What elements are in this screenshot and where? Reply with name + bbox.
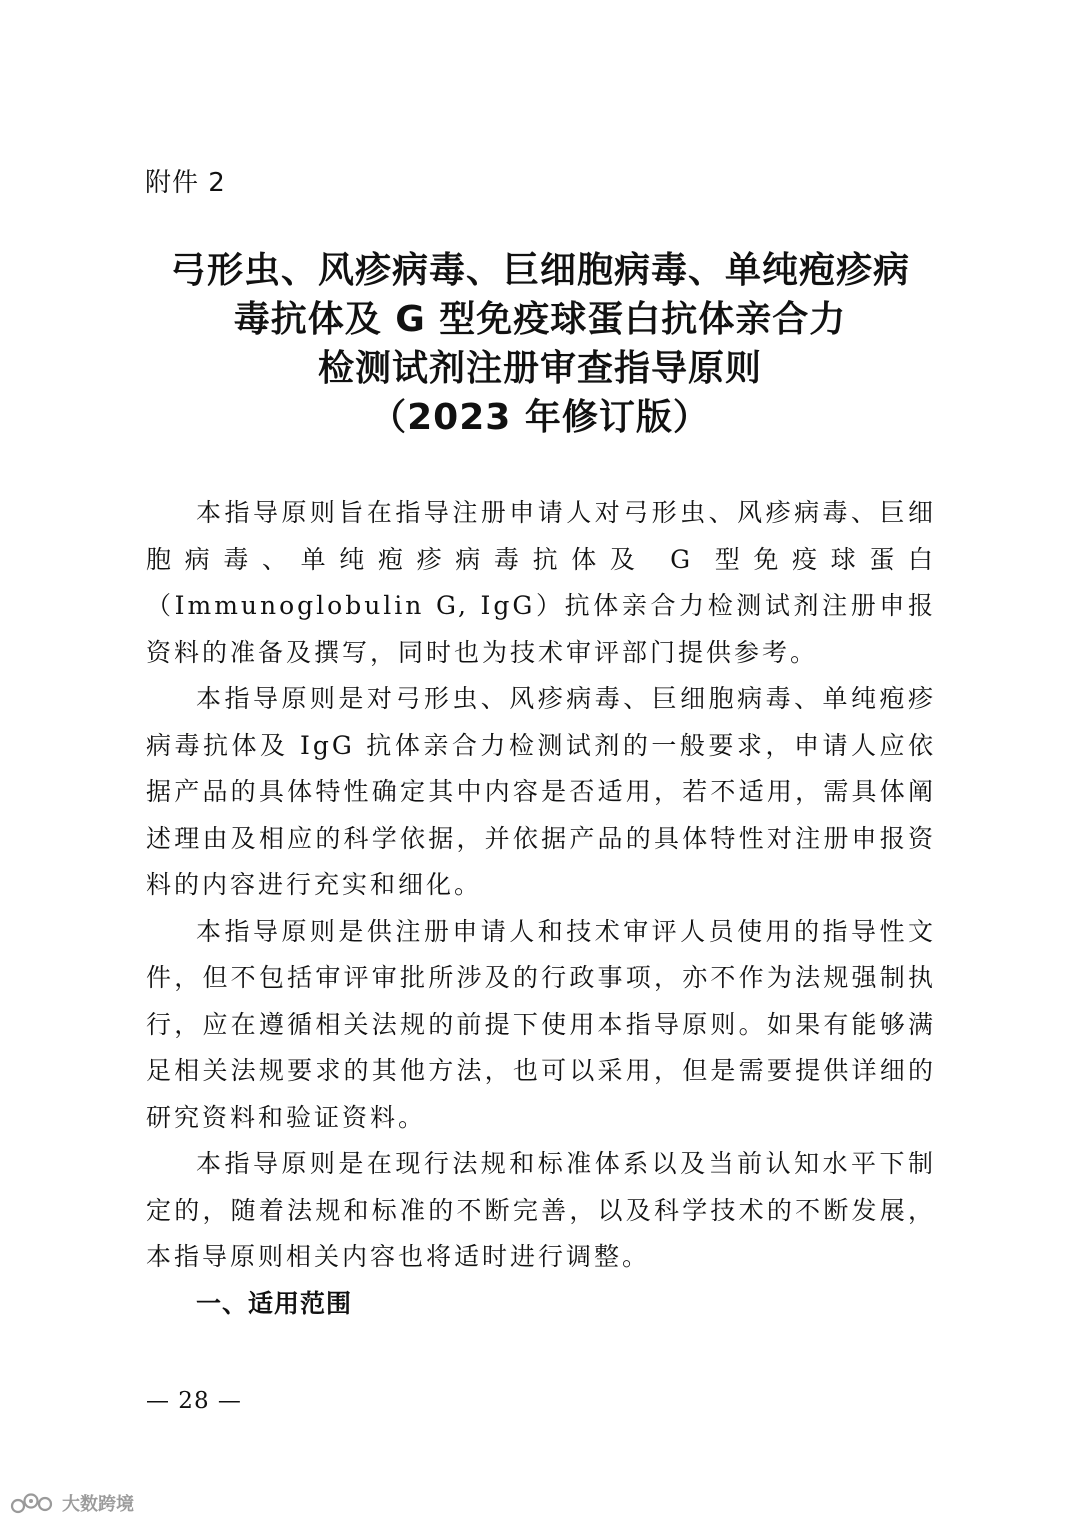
title-line-3: 检测试剂注册审查指导原则: [317, 348, 762, 389]
attachment-label: 附件 2: [145, 168, 226, 198]
page-number: — 28 —: [146, 1388, 242, 1414]
paragraph-3: 本指导原则是供注册申请人和技术审评人员使用的指导性文件，但不包括审评审批所涉及的行政事项，亦不作为法规强制执行，应在遵循相关法规的前提下使用本指导原则。如果有能够满足相关法规要求的其他方法，也可以采用，但是需要提供详细的研究资料和验证资料。: [146, 916, 936, 1132]
paragraph-2: 本指导原则是对弓形虫、风疹病毒、巨细胞病毒、单纯疱疹病毒抗体及 IgG 抗体亲合力检测试剂的一般要求，申请人应依据产品的具体特性确定其中内容是否适用，若不适用，需具体阐述理由及相应的科学依据，并依据产品的具体特性对注册申报资料的内容进行充实和细化。: [146, 684, 936, 899]
watermark: [10, 1490, 134, 1516]
paragraph-1: 本指导原则旨在指导注册申请人对弓形虫、风疹病毒、巨细胞病毒、单纯疱疹病毒抗体及 G 型免疫球蛋白（Immunoglobulin G, IgG）抗体亲合力检测试剂注册申报资料的准备及撰写，同时也为技术审评部门提供参考。: [146, 498, 936, 667]
document-body: [146, 490, 936, 1327]
paragraph-4: 本指导原则是在现行法规和标准体系以及当前认知水平下制定的，随着法规和标准的不断完善，以及科学技术的不断发展，本指导原则相关内容也将适时进行调整。: [146, 1149, 936, 1271]
brand-logo-icon: [10, 1490, 56, 1516]
title-line-2: 毒抗体及 G 型免疫球蛋白抗体亲合力: [233, 299, 847, 340]
title-line-1: 弓形虫、风疹病毒、巨细胞病毒、单纯疱疹病: [169, 250, 910, 291]
section-heading: 一、适用范围: [196, 1288, 353, 1318]
title-line-4: （2023 年修订版）: [370, 397, 710, 438]
watermark-text: 大数跨境: [62, 1494, 134, 1515]
document-title: [120, 246, 960, 442]
